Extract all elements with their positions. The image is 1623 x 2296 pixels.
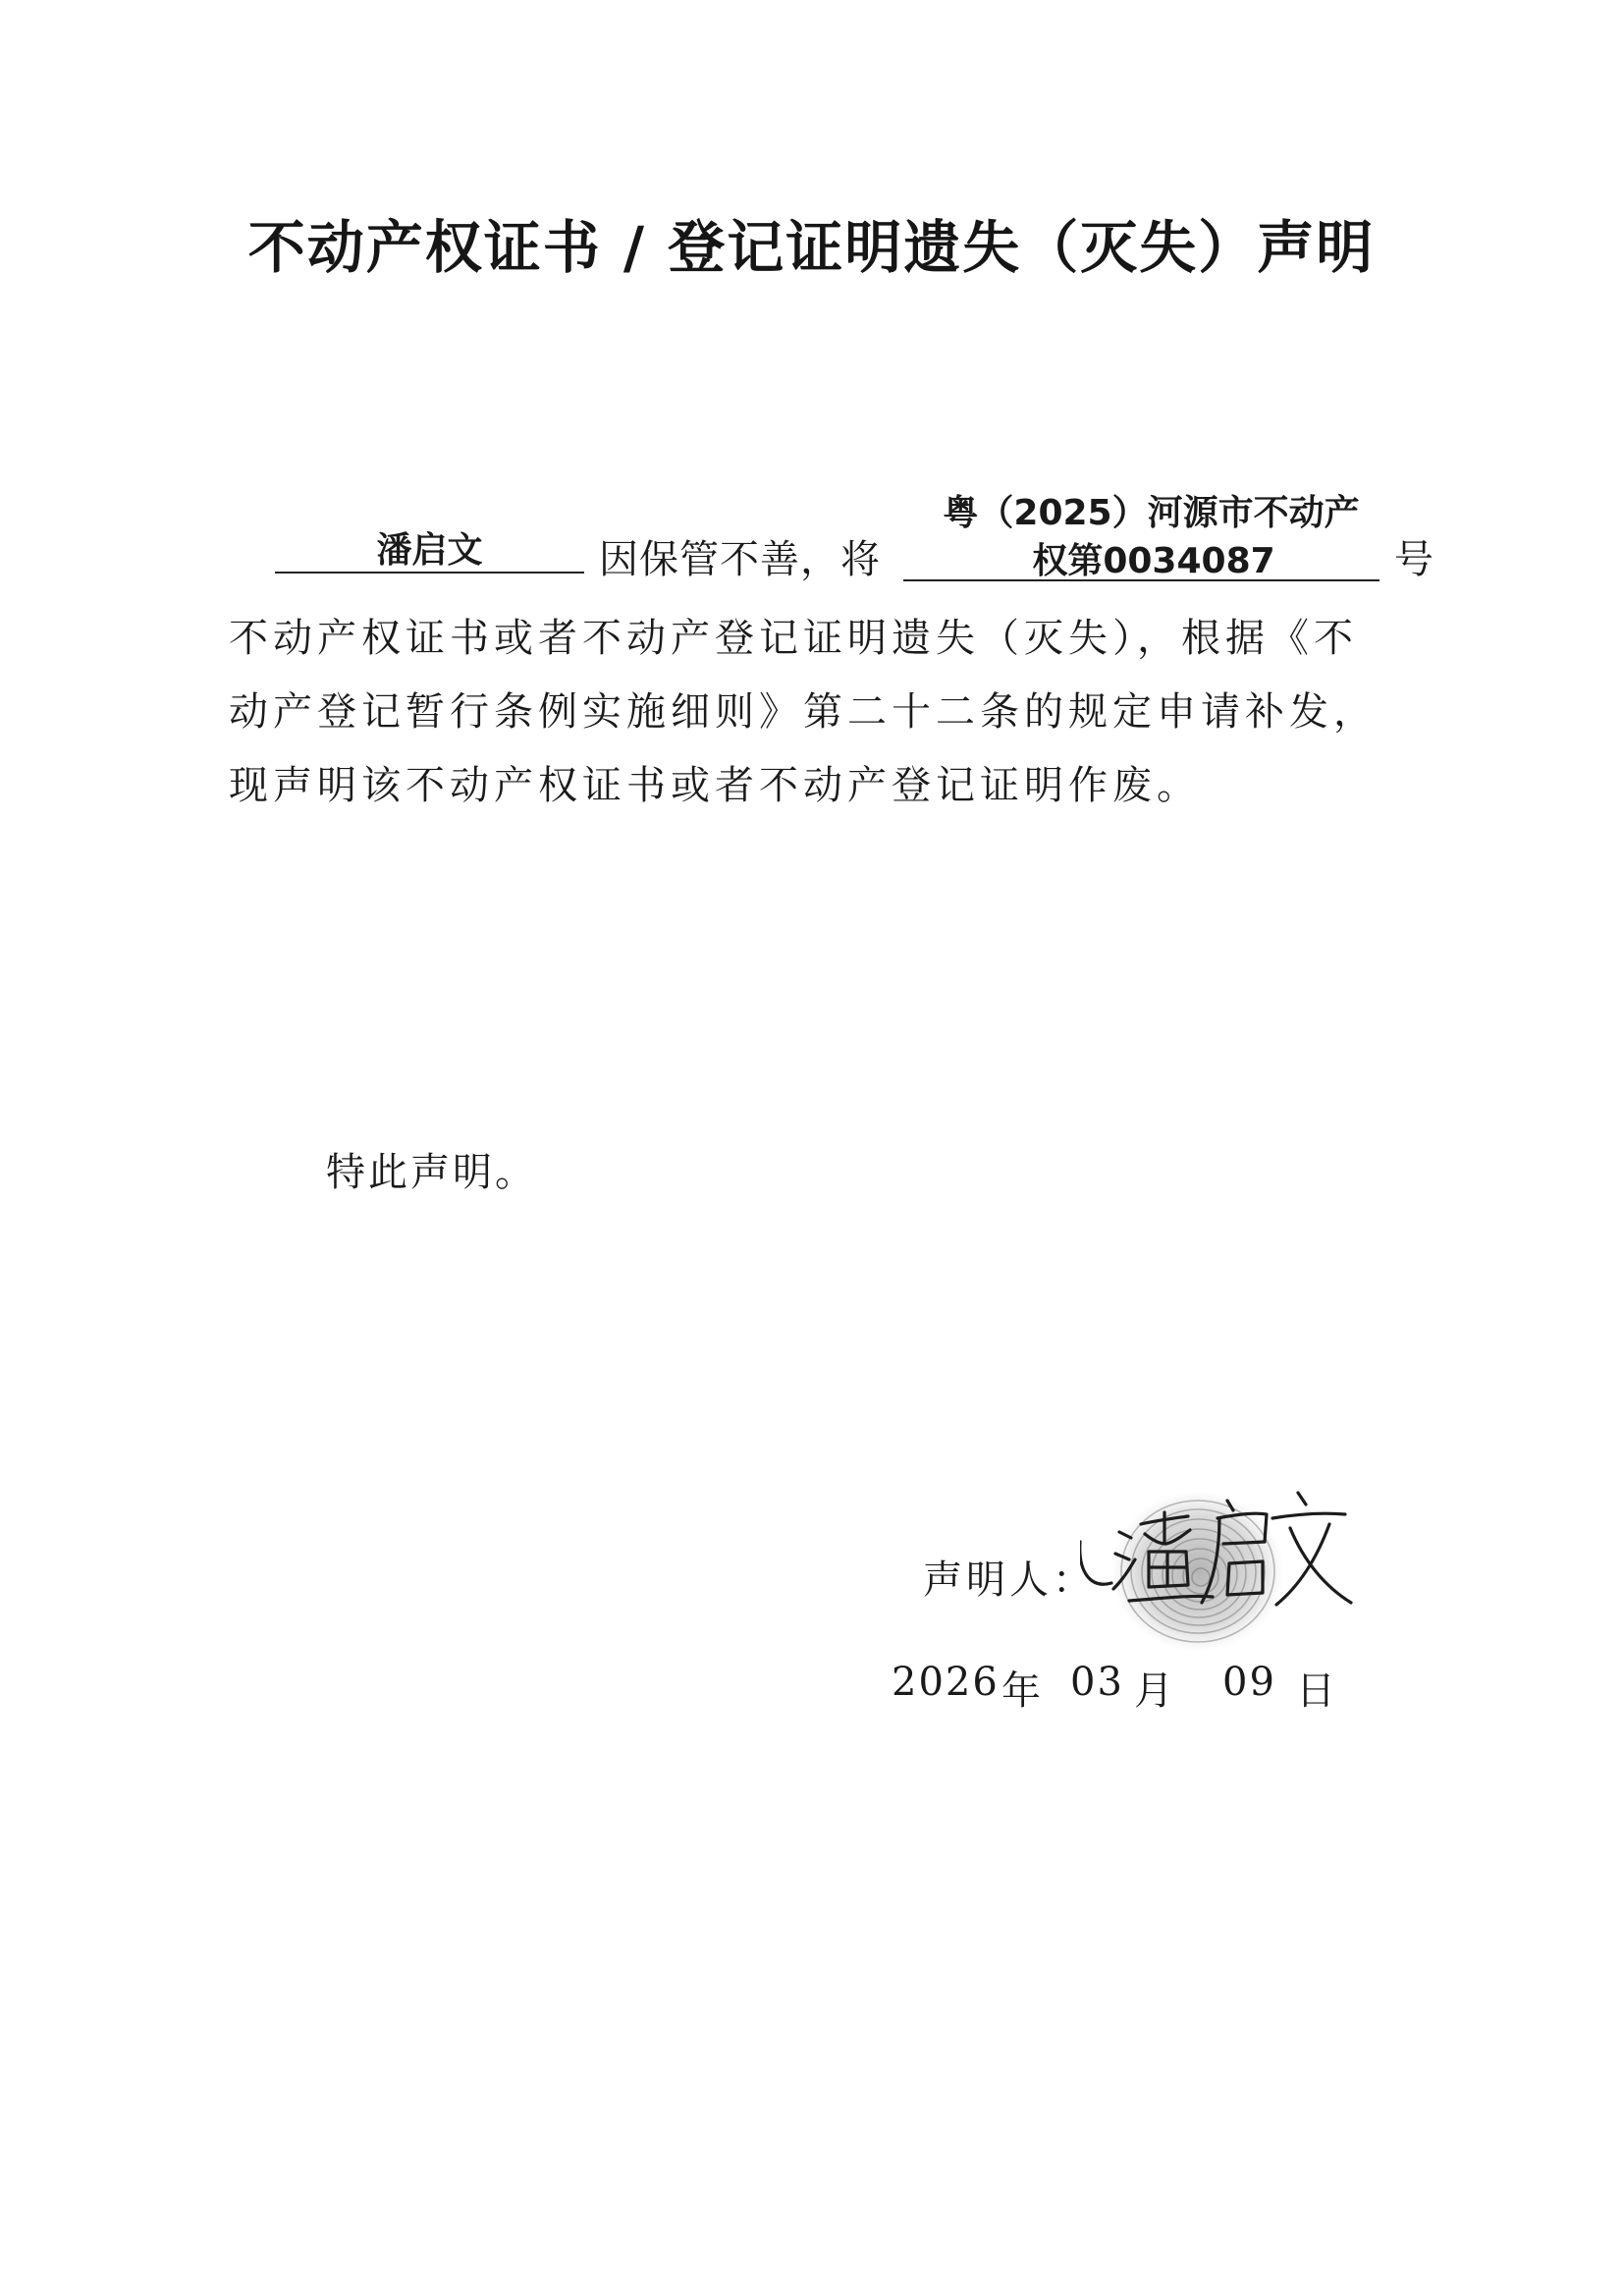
date-year-unit: 年 [1001,1668,1043,1714]
certificate-number-underline [903,579,1380,581]
sentence-mid-text: 因保管不善，将 [599,537,881,582]
document-title: 不动产权证书 / 登记证明遗失（灭失）声明 [247,214,1376,281]
declarant-label: 声明人： [923,1558,1096,1603]
certificate-number-line1: 粤（2025）河源市不动产 [943,493,1360,533]
declarant-name-field: 潘启文 [376,530,483,571]
date-month-unit: 月 [1134,1668,1175,1714]
date-year: 2026 [892,1660,1000,1705]
body-line-3: 现声明该不动产权证书或者不动产登记证明作废。 [229,763,1201,808]
date-day-unit: 日 [1296,1668,1337,1714]
body-line-1: 不动产权证书或者不动产登记证明遗失（灭失），根据《不 [229,616,1358,661]
certificate-number-line2: 权第0034087 [1032,541,1275,581]
closing-statement: 特此声明。 [326,1150,537,1195]
body-line-2: 动产登记暂行条例实施细则》第二十二条的规定申请补发， [229,689,1378,735]
declarant-name-underline [275,572,584,574]
sentence-end-text: 号 [1394,537,1434,582]
handwritten-signature [1080,1473,1355,1660]
date-day: 09 [1222,1660,1276,1705]
date-month: 03 [1070,1660,1124,1705]
